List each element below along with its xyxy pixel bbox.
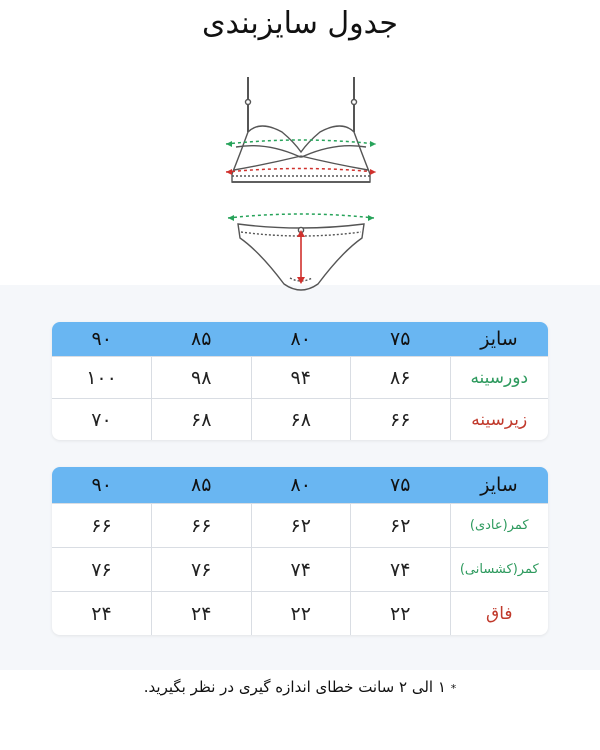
row-label: زیرسینه xyxy=(450,399,548,441)
asterisk-mark: * xyxy=(450,682,457,695)
table-row xyxy=(52,548,548,592)
value-cell: ۶۶ xyxy=(351,399,451,441)
size-cell: ۸۵ xyxy=(152,467,252,504)
table-row xyxy=(52,399,548,441)
row-label: کمر(کشسانی) xyxy=(450,548,548,592)
value-cell: ۹۴ xyxy=(251,357,351,399)
value-cell: ۶۸ xyxy=(152,399,252,441)
value-cell: ۶۸ xyxy=(251,399,351,441)
bra-size-table xyxy=(52,322,548,440)
note-text: ۱ الی ۲ سانت خطای اندازه گیری در نظر بگیرید. xyxy=(143,678,446,696)
value-cell: ۱۰۰ xyxy=(52,357,152,399)
panty-size-table xyxy=(52,467,548,635)
size-cell: ۸۵ xyxy=(152,322,252,357)
underbust-measure-line xyxy=(226,169,376,176)
value-cell: ۷۴ xyxy=(251,548,351,592)
value-cell: ۲۴ xyxy=(152,592,252,636)
table-row xyxy=(52,592,548,636)
value-cell: ۶۲ xyxy=(351,504,451,548)
table-row xyxy=(52,504,548,548)
value-cell: ۹۸ xyxy=(152,357,252,399)
value-cell: ۲۲ xyxy=(351,592,451,636)
header-label: سایز xyxy=(450,467,548,504)
size-cell: ۸۰ xyxy=(251,467,351,504)
size-cell: ۷۵ xyxy=(351,322,451,357)
value-cell: ۶۶ xyxy=(152,504,252,548)
size-cell: ۷۵ xyxy=(351,467,451,504)
size-illustration xyxy=(210,72,390,302)
table-header-row xyxy=(52,322,548,357)
value-cell: ۷۶ xyxy=(152,548,252,592)
size-cell: ۸۰ xyxy=(251,322,351,357)
table-row xyxy=(52,357,548,399)
value-cell: ۷۶ xyxy=(52,548,152,592)
value-cell: ۸۶ xyxy=(351,357,451,399)
value-cell: ۷۴ xyxy=(351,548,451,592)
value-cell: ۲۴ xyxy=(52,592,152,636)
row-label: کمر(عادی) xyxy=(450,504,548,548)
value-cell: ۷۰ xyxy=(52,399,152,441)
value-cell: ۲۲ xyxy=(251,592,351,636)
size-cell: ۹۰ xyxy=(52,322,152,357)
rise-measure-line xyxy=(297,230,305,284)
header-label: سایز xyxy=(450,322,548,357)
page-title: جدول سایزبندی xyxy=(202,6,398,41)
value-cell: ۶۶ xyxy=(52,504,152,548)
bra-diagram xyxy=(232,77,370,182)
size-cell: ۹۰ xyxy=(52,467,152,504)
value-cell: ۶۲ xyxy=(251,504,351,548)
measurement-note xyxy=(0,678,600,696)
row-label: دورسینه xyxy=(450,357,548,399)
waist-measure-line xyxy=(228,214,374,221)
row-label: فاق xyxy=(450,592,548,636)
table-header-row xyxy=(52,467,548,504)
